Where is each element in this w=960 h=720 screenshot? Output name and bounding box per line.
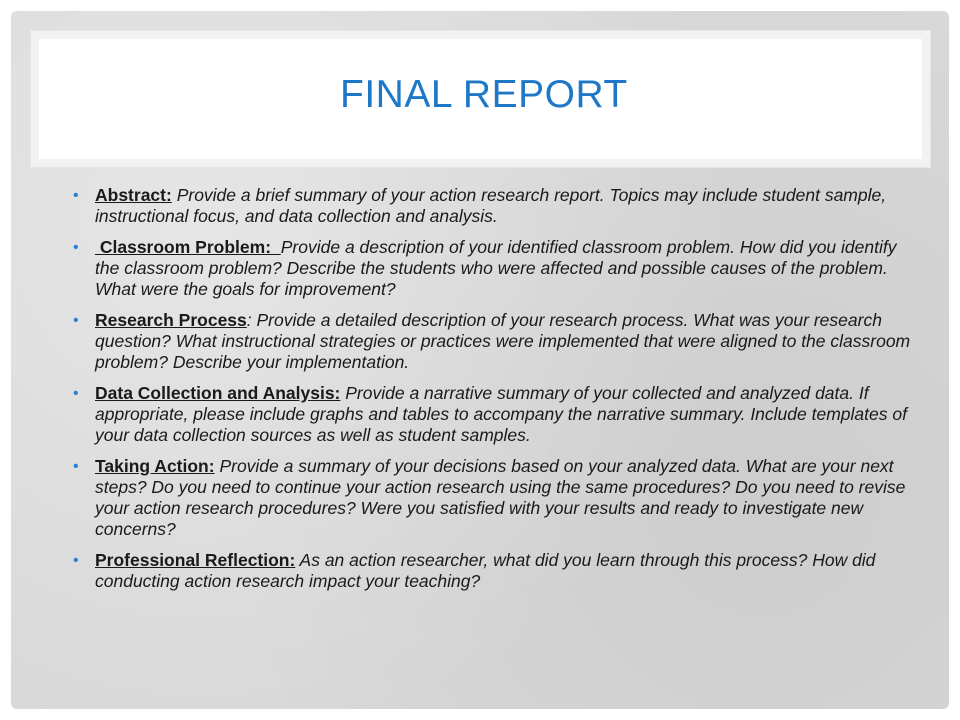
bullet-icon: •	[73, 187, 79, 204]
bullet-icon: •	[73, 385, 79, 402]
bullet-icon: •	[73, 239, 79, 256]
item-term: Taking Action:	[95, 456, 215, 476]
bullet-icon: •	[73, 312, 79, 329]
bullet-icon: •	[73, 458, 79, 475]
item-text: : Provide a detailed description of your research process. What was your research question? What instructional strategies or practices were implemented that were aligned to the classroom problem? Describe your implementation.	[95, 310, 911, 372]
bullet-item-taking-action	[71, 456, 916, 540]
bullet-item-data-collection	[71, 383, 916, 446]
bullet-item-research-process	[71, 310, 916, 373]
item-text: Provide a brief summary of your action research report. Topics may include student sample, instructional focus, and data collection and analysis.	[95, 185, 887, 226]
slide	[11, 11, 949, 709]
item-term: Research Process	[95, 310, 247, 330]
bullet-list	[71, 185, 916, 602]
item-text: Provide a narrative summary of your collected and analyzed data. If appropriate, please include graphs and tables to accompany the narrative summary. Include templates of your data collection sources as well as student samples.	[95, 383, 907, 445]
item-term: Abstract:	[95, 185, 172, 205]
bullet-item-abstract	[71, 185, 916, 227]
slide-title: FINAL REPORT	[340, 73, 628, 116]
bullet-item-professional-reflection	[71, 550, 916, 592]
item-text: As an action researcher, what did you learn through this process? How did conducting action research impact your teaching?	[95, 550, 876, 591]
item-text: Provide a summary of your decisions based on your analyzed data. What are your next steps? Do you need to continue your action research using the same procedures? Do you need to revise your action research procedures? Were you satisfied with your results and ready to investigate new concerns?	[95, 456, 906, 539]
item-text: Provide a description of your identified classroom problem. How did you identify the classroom problem? Describe the students who were affected and possible causes of the problem. What were the goals for improvement?	[95, 237, 897, 299]
item-term: Professional Reflection:	[95, 550, 296, 570]
item-term: Data Collection and Analysis:	[95, 383, 341, 403]
bullet-icon: •	[73, 552, 79, 569]
item-term: Classroom Problem:	[95, 237, 281, 257]
bullet-item-classroom-problem	[71, 237, 916, 300]
